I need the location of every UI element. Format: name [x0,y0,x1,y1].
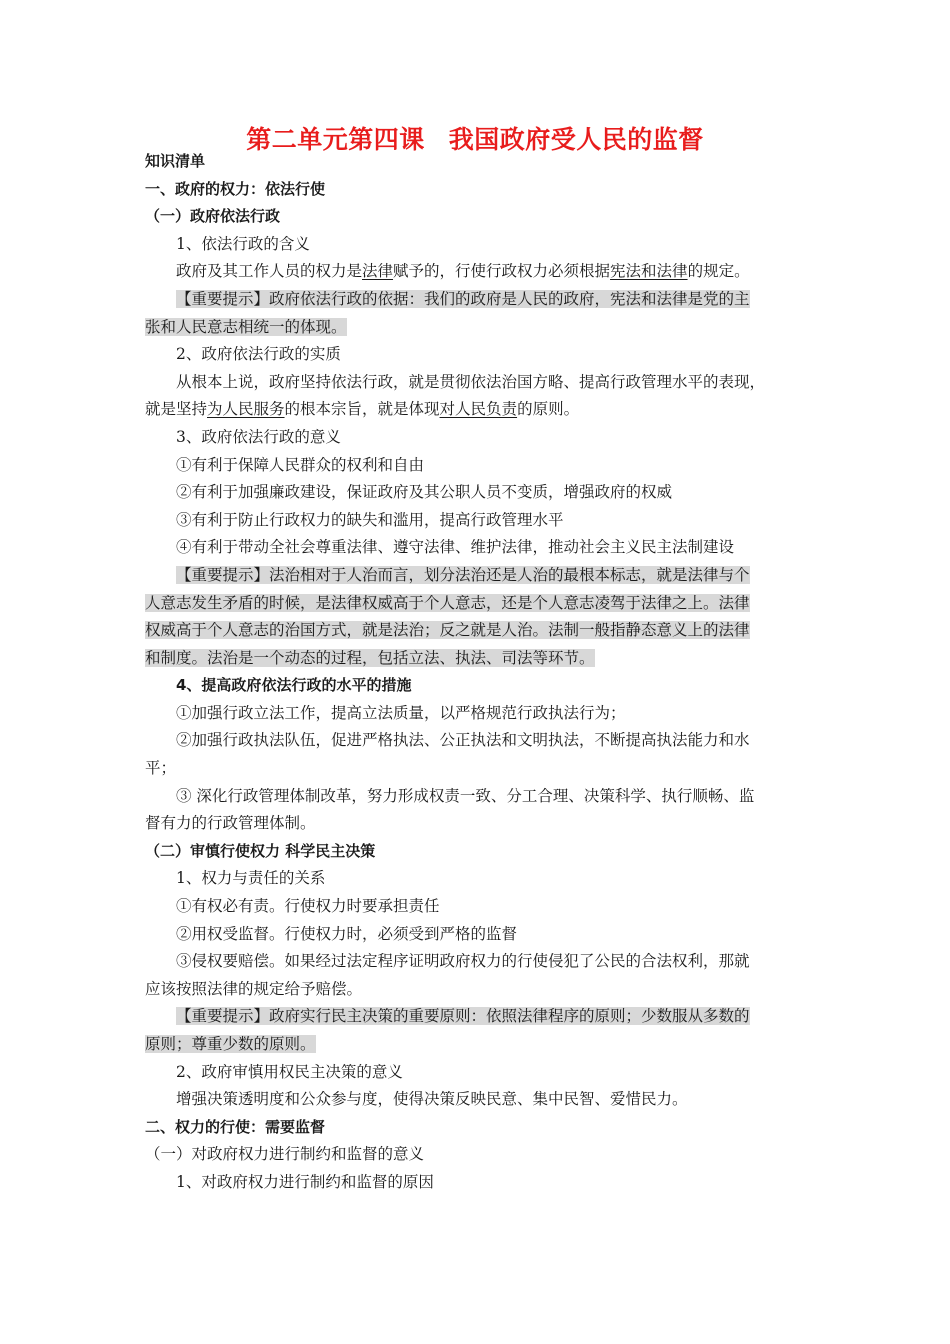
text-line: 增强决策透明度和公众参与度，使得决策反映民意、集中民智、爱惜民力。 [176,1090,688,1109]
heading-2: 二、权力的行使：需要监督 [145,1117,326,1136]
list-item: ①有利于保障人民群众的权利和自由 [176,455,425,474]
tip-line: 张和人民意志相统一的体现。 [145,317,347,336]
tip-line: 【重要提示】政府依法行政的依据：我们的政府是人民的政府，宪法和法律是党的主 [176,289,750,308]
list-item: ③有利于防止行政权力的缺失和滥用，提高行政管理水平 [176,510,564,529]
section-label: 知识清单 [145,152,206,170]
item-heading: 1、权力与责任的关系 [176,869,326,888]
item-heading: 2、政府审慎用权民主决策的意义 [176,1062,403,1081]
heading-1-2: （二）审慎行使权力 科学民主决策 [145,841,376,860]
item-heading: 3、政府依法行政的意义 [176,427,341,446]
tip-line: 原则；尊重少数的原则。 [145,1035,316,1053]
list-item: ①有权必有责。行使权力时要承担责任 [176,897,440,916]
title-part-1: 第二单元第四课 [246,125,425,154]
item-heading: 1、依法行政的含义 [176,234,310,253]
list-item: ①加强行政立法工作，提高立法质量，以严格规范行政执法行为； [176,703,626,722]
tip-line: 权威高于个人意志的治国方式，就是法治；反之就是人治。法制一般指静态意义上的法律 [145,621,750,640]
tip-line: 【重要提示】政府实行民主决策的重要原则：依照法律程序的原则；少数服从多数的 [176,1007,750,1026]
list-item: ②用权受监督。行使权力时，必须受到严格的监督 [176,924,518,943]
list-item: ②加强行政执法队伍，促进严格执法、公正执法和文明执法，不断提高执法能力和水 [176,731,750,750]
underlined-term: 法律 [362,262,394,281]
list-item-cont: 平； [145,759,177,778]
tip-line: 和制度。法治是一个动态的过程，包括立法、执法、司法等环节。 [145,648,595,667]
text-line: 从根本上说，政府坚持依法行政，就是贯彻依法治国方略、提高行政管理水平的表现， [176,372,766,391]
heading-2-1: （一）对政府权力进行制约和监督的意义 [145,1145,425,1164]
list-item-cont: 应该按照法律的规定给予赔偿。 [145,979,363,998]
tip-line: 人意志发生矛盾的时候，是法律权威高于个人意志，还是个人意志凌驾于法律之上。法律 [145,593,750,612]
list-item: ④有利于带动全社会尊重法律、遵守法律、维护法律，推动社会主义民主法制建设 [176,538,735,557]
underlined-term: 为人民服务 [207,400,285,419]
list-item: ②有利于加强廉政建设，保证政府及其公职人员不变质，增强政府的权威 [176,483,673,502]
list-item: ③侵权要赔偿。如果经过法定程序证明政府权力的行使侵犯了公民的合法权利，那就 [176,952,750,971]
list-item: ③ 深化行政管理体制改革，努力形成权责一致、分工合理、决策科学、执行顺畅、监 [176,786,755,805]
item-heading: 1、对政府权力进行制约和监督的原因 [176,1172,434,1191]
underlined-term: 宪法和法律 [610,262,688,281]
text-line: 政府及其工作人员的权力是法律赋予的，行使行政权力必须根据宪法和法律的规定。 [176,262,750,281]
title-part-2: 我国政府受人民的监督 [448,125,704,154]
item-heading: 2、政府依法行政的实质 [176,345,341,364]
heading-1-1: （一）政府依法行政 [145,207,281,226]
document-body [145,148,815,1197]
heading-1: 一、政府的权力：依法行使 [145,179,326,198]
tip-line: 【重要提示】法治相对于人治而言，划分法治还是人治的最根本标志，就是法律与个 [176,565,750,584]
underlined-term: 对人民负责 [439,400,518,419]
list-item-cont: 督有力的行政管理体制。 [145,814,316,833]
item-heading-bold: 4、提高政府依法行政的水平的措施 [176,676,412,695]
text-line: 就是坚持为人民服务的根本宗旨，就是体现对人民负责的原则。 [145,400,580,419]
